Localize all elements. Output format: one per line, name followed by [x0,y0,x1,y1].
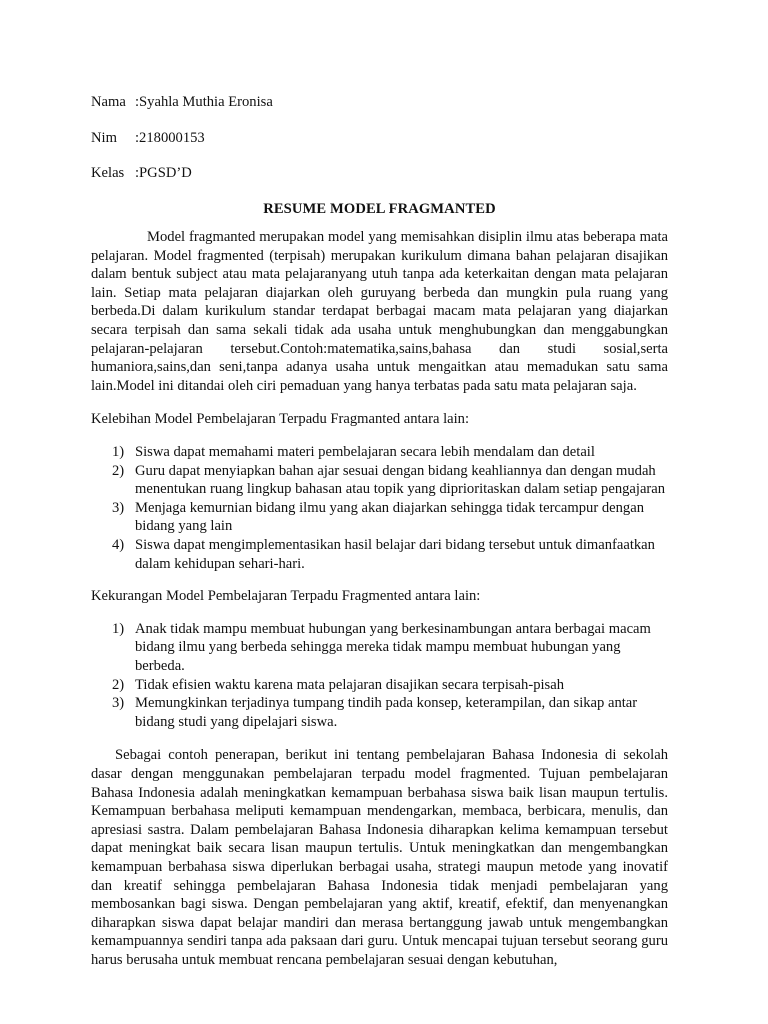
kekurangan-list [91,620,668,732]
nim-label: Nim [91,129,117,146]
intro-paragraph: Model fragmanted merupakan model yang memisahkan disiplin ilmu atas beberapa mata pelajaran. Model fragmented (terpisah) merupakan kurikulum dimana bahan pelajaran disajikan dalam bentuk subject atau mata pelajaranyang utuh tanpa ada keterkaitan dengan mata pelajaran lain. Setiap mata pelajaran diajarkan oleh guruyang berbeda dan mungkin pula ruang yang berbeda.Di dalam kurikulum standar terdapat berbagai macam mata pelajaran yang diajarkan secara terpisah dan sama sekali tidak ada usaha untuk menghubungkan dan menggabungkan pelajaran-pelajaran tersebut.Contoh:matematika,sains,bahasa dan studi sosial,serta humaniora,sains,dan seni,tanpa adanya usaha untuk mengaitkan atau memadukan satu sama lain.Model ini ditandai oleh ciri pemaduan yang hanya terbatas pada satu mata pelajaran saja. [91,229,668,394]
nama-label: Nama [91,94,126,110]
kelas-label: Kelas [91,165,125,181]
list-item-number: 3) [112,499,125,516]
nama-value: :Syahla Muthia Eronisa [135,94,273,110]
list-item [91,499,668,536]
nama-field [91,93,668,112]
list-item [91,443,668,462]
contoh-paragraph: Sebagai contoh penerapan, berikut ini tentang pembelajaran Bahasa Indonesia di sekolah dasar dengan menggunakan pembelajaran terpadu model fragmented. Tujuan pembelajaran Bahasa Indonesia adalah meningkatkan kemampuan berbahasa siswa baik lisan maupun tertulis. Kemampuan berbahasa meliputi kemampuan mendengarkan, membaca, berbicara, menulis, dan apresiasi sastra. Dalam pembelajaran Bahasa Indonesia diharapkan kelima kemampuan tersebut dapat meningkat baik secara lisan maupun tertulis. Untuk meningkatkan dan mengembangkan kemampuan berbahasa siswa diperlukan berbagai usaha, strategi maupun metode yang inovatif dan kreatif sehingga pembelajaran Bahasa Indonesia tidak menjadi pembelajaran yang membosankan bagi siswa. Dengan pembelajaran yang aktif, kreatif, efektif, dan menyenangkan diharapkan siswa dapat belajar mandiri dan merasa bertanggung jawab untuk mengembangkan kemampuannya sendiri tanpa ada paksaan dari guru. Untuk mencapai tujuan tersebut seorang guru harus berusaha untuk membuat rencana pembelajaran sesuai dengan kebutuhan, [91,747,668,968]
list-item-number: 2) [112,462,125,479]
list-item-text: Siswa dapat mengimplementasikan hasil belajar dari bidang tersebut untuk dimanfaatkan dalam kehidupan sehari-hari. [135,537,655,572]
kelas-field [91,164,668,183]
list-item-number: 3) [112,695,125,712]
list-item-number: 2) [112,676,125,693]
list-item-number: 1) [112,444,125,461]
list-item [91,536,668,573]
list-item-text: Guru dapat menyiapkan bahan ajar sesuai dengan bidang keahliannya dan dengan mudah menentukan ruang lingkup bahasan atau topik yang diprioritaskan dalam setiap pengajaran [135,462,666,498]
list-item-text: Tidak efisien waktu karena mata pelajaran disajikan secara terpisah-pisah [135,676,564,693]
kelas-value: :PGSD’D [135,165,192,181]
list-item-text: Anak tidak mampu membuat hubungan yang berkesinambungan antara berbagai macam bidang ilmu yang berbeda sehingga mereka tidak mampu membuat hubungan yang berbeda. [135,620,651,674]
list-item-text: Siswa dapat memahami materi pembelajaran secara lebih mendalam dan detail [135,444,595,461]
kelebihan-heading: Kelebihan Model Pembelajaran Terpadu Fragmanted antara lain: [91,411,470,428]
list-item [91,620,668,676]
list-item [91,676,668,695]
list-item-number: 4) [112,537,125,553]
list-item-text: Memungkinkan terjadinya tumpang tindih pada konsep, keterampilan, dan sikap antar bidang studi yang dipelajari siswa. [135,695,638,730]
kekurangan-heading: Kekurangan Model Pembelajaran Terpadu Fragmented antara lain: [91,588,481,605]
document-title: RESUME MODEL FRAGMANTED [263,200,496,217]
kelebihan-list [91,443,668,573]
nim-field [91,129,668,148]
list-item-text: Menjaga kemurnian bidang ilmu yang akan diajarkan sehingga tidak tercampur dengan bidang yang lain [135,499,644,535]
list-item [91,462,668,499]
list-item [91,694,668,731]
nim-value: :218000153 [135,129,205,146]
list-item-number: 1) [112,620,125,637]
